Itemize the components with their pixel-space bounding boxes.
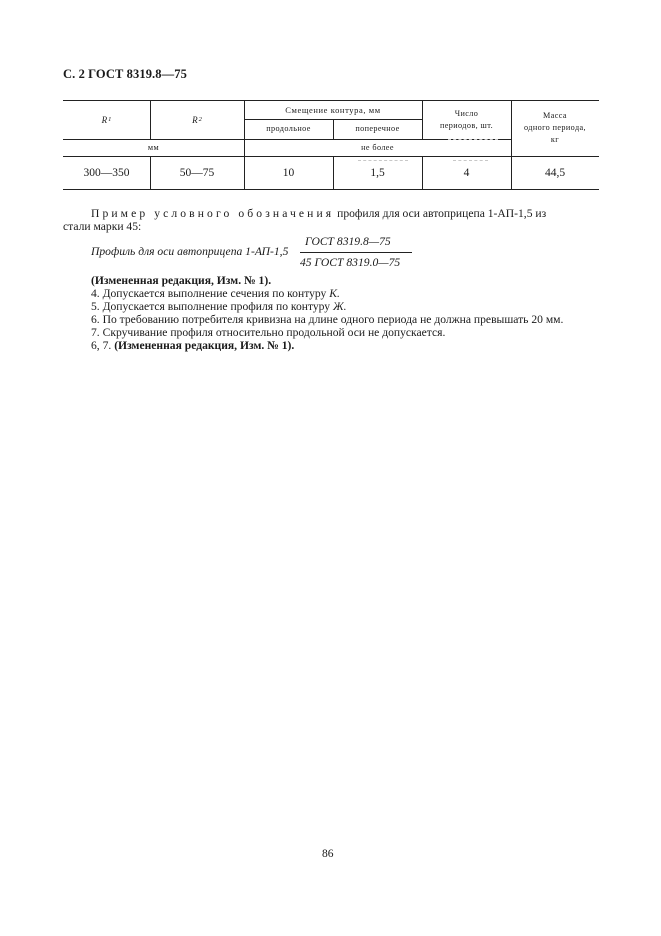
- header-r2-subscript: 2: [198, 115, 202, 123]
- note-4-contour: К.: [329, 287, 340, 300]
- note-amendment-67-prefix: 6, 7.: [91, 339, 115, 352]
- header-transverse: поперечное: [355, 124, 400, 133]
- note-amendment-67-bold: (Измененная редакция, Изм. № 1).: [114, 339, 295, 352]
- header-contour-shift: Смещение контура, мм: [285, 104, 381, 115]
- cell-transverse: 1,5: [370, 167, 385, 179]
- note-5: [91, 300, 347, 313]
- header-longitudinal: продольное: [266, 124, 311, 133]
- formula-fraction-bar: [300, 252, 412, 253]
- formula-lead: Профиль для оси автоприцепа 1-АП-1,5: [91, 245, 289, 258]
- cell-periods: 4: [463, 167, 470, 179]
- units-max: не более: [361, 142, 394, 152]
- header-periods-line2: периодов, шт.: [439, 120, 494, 130]
- header-r1: [63, 100, 150, 139]
- header-r1-subscript: 1: [108, 115, 112, 123]
- formula-denominator: 45 ГОСТ 8319.0—75: [300, 256, 401, 269]
- page-header: С. 2 ГОСТ 8319.8—75: [63, 67, 187, 81]
- cell-r1: 300—350: [83, 167, 130, 179]
- cell-longitudinal: 10: [282, 167, 295, 179]
- note-4: [91, 287, 340, 300]
- note-5-contour: Ж.: [333, 300, 347, 313]
- example-line1-rest: профиля для оси автоприцепа 1-АП-1,5 из: [337, 207, 547, 220]
- note-amendment: (Измененная редакция, Изм. № 1).: [91, 274, 272, 287]
- example-line2: стали марки 45:: [63, 220, 142, 233]
- example-line1: [91, 207, 546, 220]
- header-periods: [422, 100, 511, 139]
- example-spaced-phrase: Пример условного обозначения: [91, 207, 335, 220]
- header-mass-line3: кг: [550, 135, 560, 144]
- table-bottom-border: [63, 189, 599, 190]
- units-mm: мм: [147, 142, 160, 152]
- page-number: 86: [322, 848, 334, 860]
- header-mass-line2: одного периода,: [524, 123, 586, 132]
- note-amendment-67: [91, 339, 294, 352]
- cell-mass: 44,5: [544, 167, 566, 179]
- header-mass-line1: Масса: [543, 111, 567, 120]
- header-r2-letter: R: [192, 114, 198, 125]
- note-4-text: 4. Допускается выполнение сечения по контуру: [91, 287, 330, 300]
- cell-r2: 50—75: [179, 167, 215, 179]
- header-r2: [150, 100, 244, 139]
- header-periods-line1: Число: [454, 108, 479, 118]
- note-7: 7. Скручивание профиля относительно продольной оси не допускается.: [91, 326, 446, 339]
- profile-dimensions-table: [63, 100, 599, 190]
- note-6: 6. По требованию потребителя кривизна на длине одного периода не должна превышать 20 мм.: [91, 313, 564, 326]
- header-mass: [511, 100, 599, 156]
- note-5-text: 5. Допускается выполнение профиля по контуру: [91, 300, 334, 313]
- formula-numerator: ГОСТ 8319.8—75: [305, 235, 391, 248]
- header-r1-letter: R: [101, 114, 108, 125]
